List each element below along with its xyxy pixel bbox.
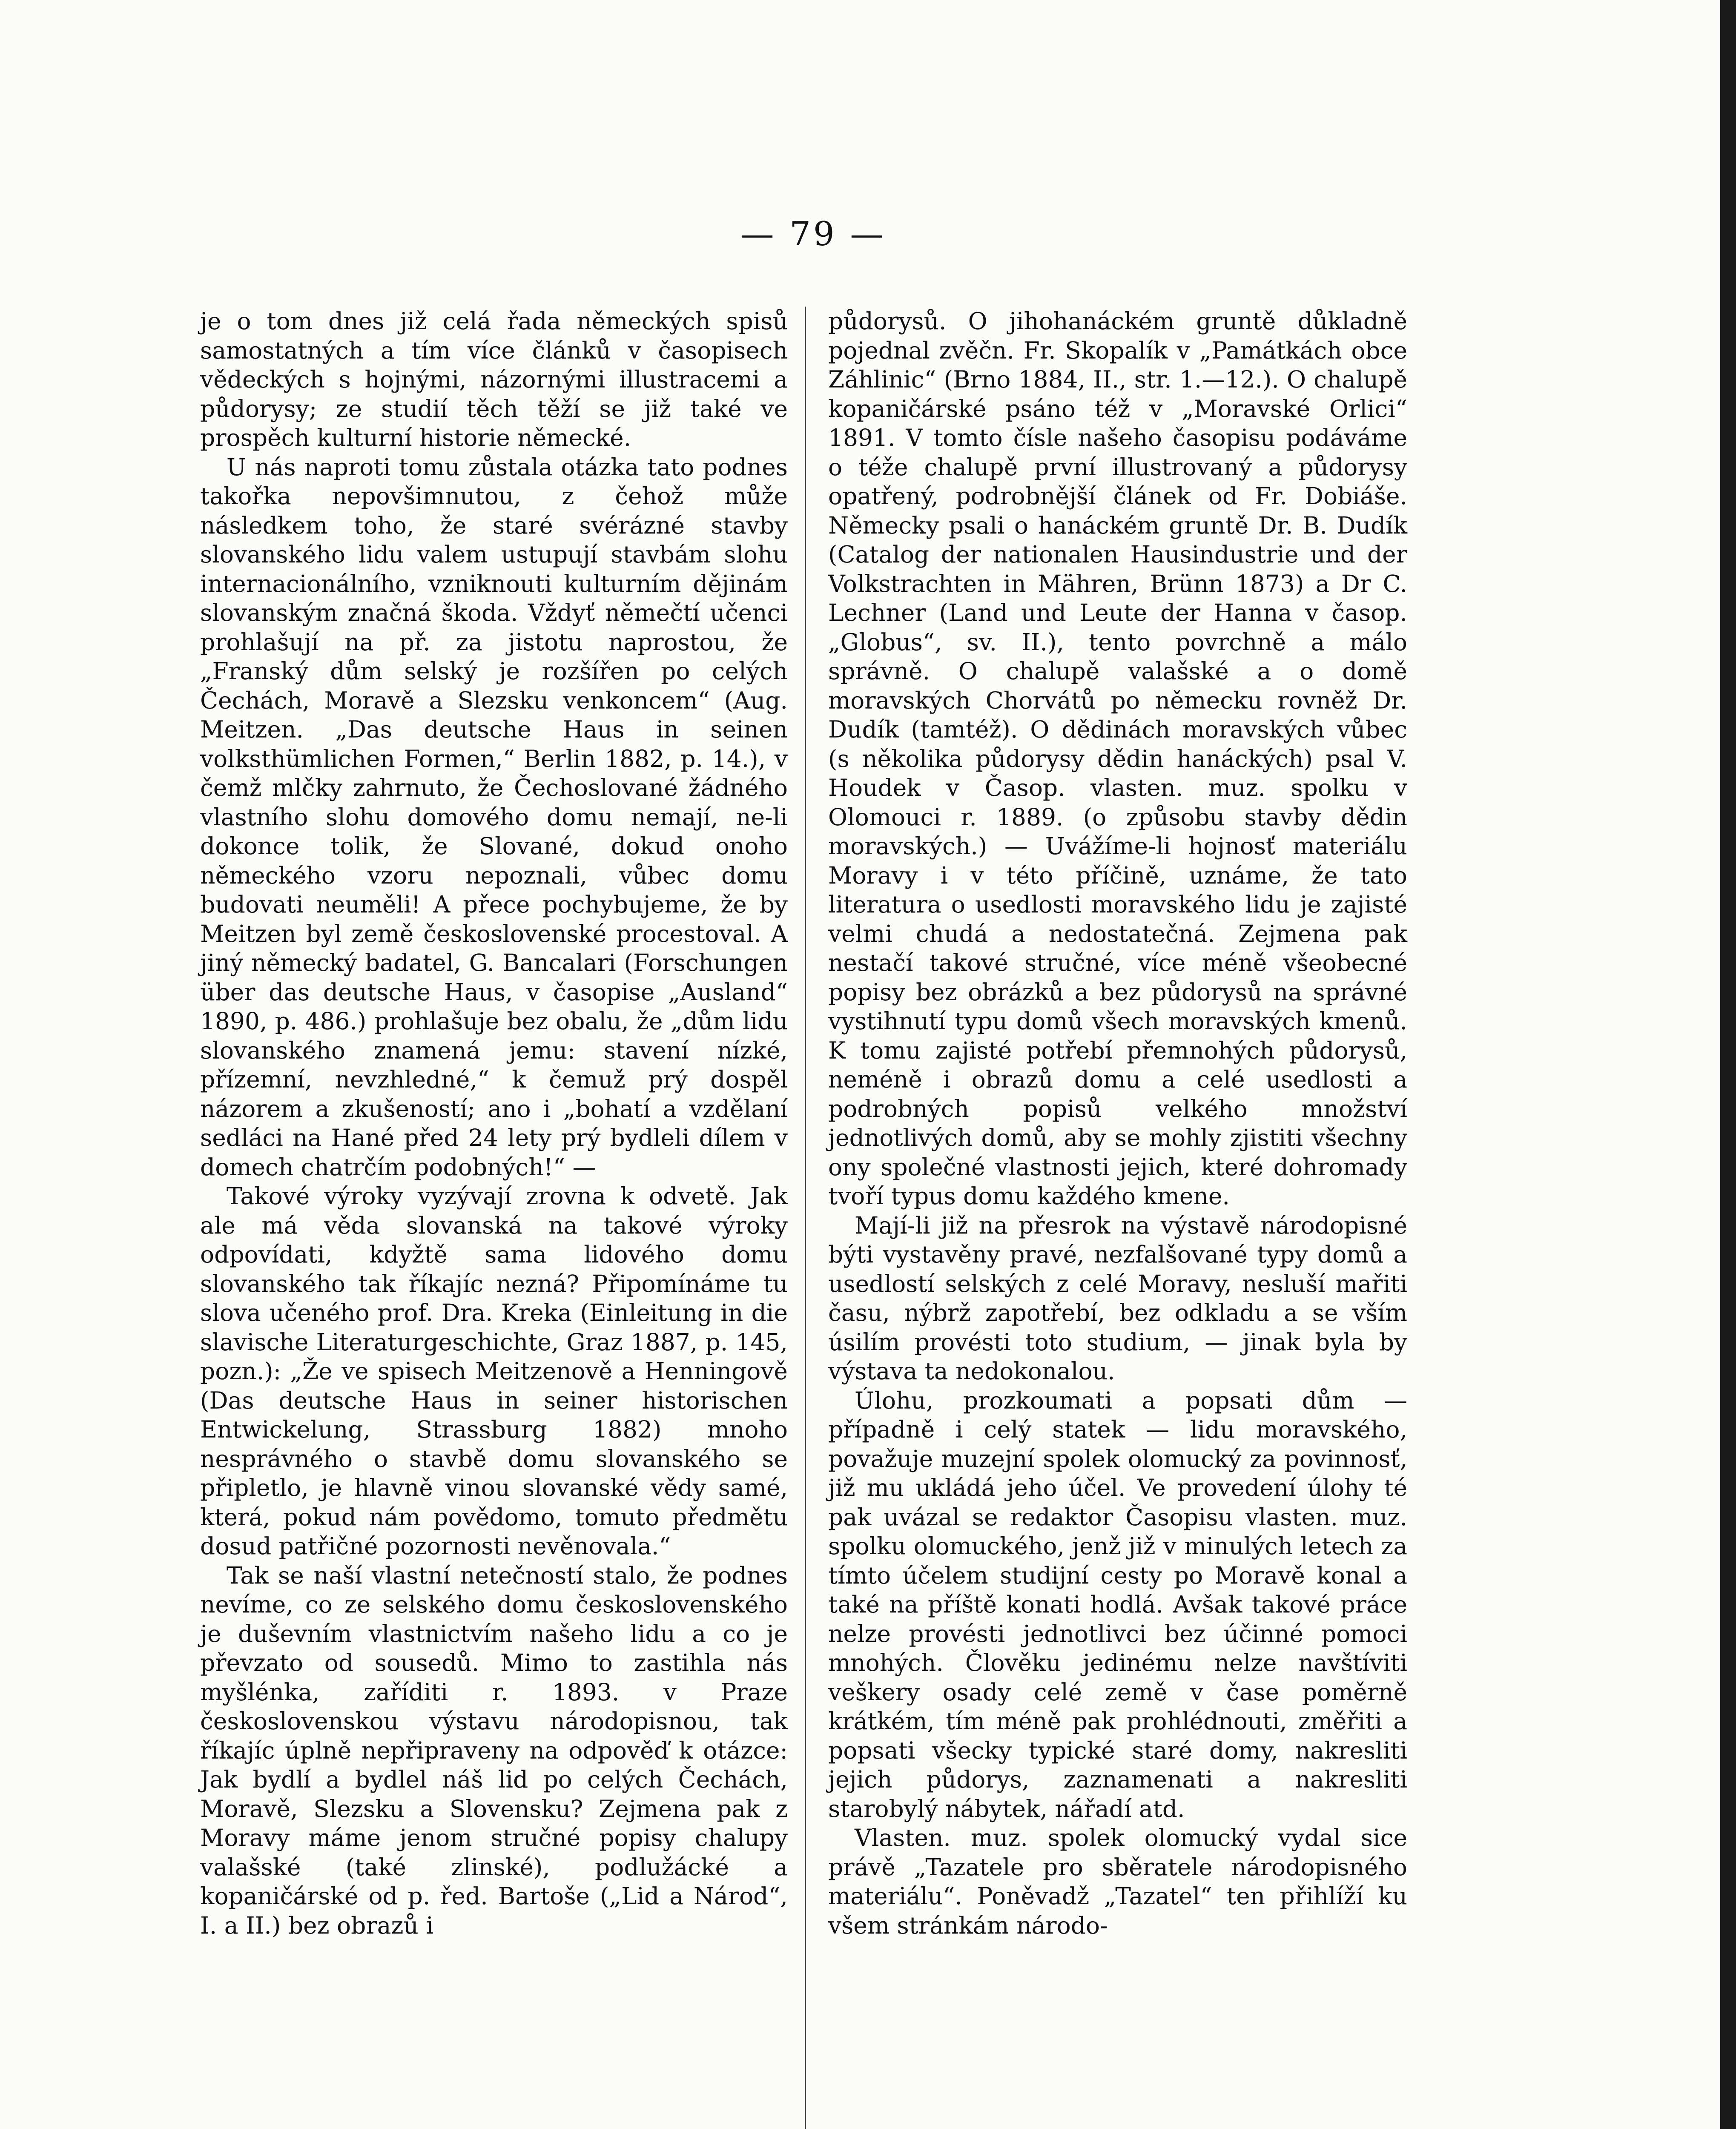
page-number: — 79 — [740, 215, 886, 253]
paragraph: je o tom dnes již celá řada německých spisů samostatných a tím více článků v časopisech vědeckých s hojnými, názornými illustracemi a půdorysy; ze studií těch těží se již také ve prospěch kulturní historie německé. [200, 307, 788, 451]
right-column [828, 307, 1407, 1940]
paragraph: Tak se naší vlastní netečností stalo, že podnes nevíme, co ze selského domu československého je duševním vlastnictvím našeho lidu a co je převzato od sousedů. Mimo to zastihla nás myšlénka, zaříditi r. 1893. v Praze československou výstavu národopisnou, tak říkajíc úplně nepřipraveny na odpověď k otázce: Jak bydlí a bydlel náš lid po celých Čechách, Moravě, Slezsku a Slovensku? Zejmena pak z Moravy máme jenom stručné popisy chalupy valašské (také zlinské), podlužácké a kopaničárské od p. řed. Bartoše („Lid a Národ“, I. a II.) bez obrazů i [200, 1561, 788, 1939]
paragraph: půdorysů. O jihohanáckém gruntě důkladně pojednal zvěčn. Fr. Skopalík v „Památkách obce Záhlinic“ (Brno 1884, II., str. 1.—12.). O chalupě kopaničárské psáno též v „Moravské Orlici“ 1891. V tomto čísle našeho časopisu podáváme o téže chalupě první illustrovaný a půdorysy opatřený, podrobnější článek od Fr. Dobiáše. Německy psali o hanáckém gruntě Dr. B. Dudík (Catalog der nationalen Hausindustrie und der Volkstrachten in Mähren, Brünn 1873) a Dr C. Lechner (Land und Leute der Hanna v časop. „Globus“, sv. II.), tento povrchně a málo správně. O chalupě valašské a o domě moravských Chorvátů po německu rovněž Dr. Dudík (tamtéž). O dědinách moravských vůbec (s několika půdorysy dědin hanáckých) psal V. Houdek v Časop. vlasten. muz. spolku v Olomouci r. 1889. (o způsobu stavby dědin moravských.) — Uvážíme-li hojnosť materiálu Moravy i v této příčině, uznáme, že tato literatura o usedlosti moravského lidu je zajisté velmi chudá a nedostatečná. Zejmena pak nestačí takové stručné, více méně všeobecné popisy bez obrázků a bez půdorysů na správné vystihnutí typu domů všech moravských kmenů. K tomu zajisté potřebí přemnohých půdorysů, neméně i obrazů domu a celé usedlosti a podrobných popisů velkého množství jednotlivých domů, aby se mohly zjistiti všechny ony společné vlastnosti jejich, které dohromady tvoří typus domu každého kmene. [828, 307, 1407, 1210]
scan-edge-right [1720, 0, 1736, 2129]
paragraph: Takové výroky vyzývají zrovna k odvetě. Jak ale má věda slovanská na takové výroky odpovídati, kdyžtě sama lidového domu slovanského tak říkajíc nezná? Připomínáme tu slova učeného prof. Dra. Kreka (Einleitung in die slavische Literaturgeschichte, Graz 1887, p. 145, pozn.): „Že ve spisech Meitzenově a Henningově (Das deutsche Haus in seiner historischen Entwickelung, Strassburg 1882) mnoho nesprávného o stavbě domu slovanského se připletlo, je hlavně vinou slovanské vědy samé, která, pokud nám povědomo, tomuto předmětu dosud patřičné pozornosti nevěnovala.“ [200, 1182, 788, 1560]
paragraph: U nás naproti tomu zůstala otázka tato podnes takořka nepovšimnutou, z čehož může následkem toho, že staré svérázné stavby slovanského lidu valem ustupují stavbám slohu internacionálního, vzniknouti kulturním dějinám slovanským značná škoda. Vždyť němečtí učenci prohlašují na př. za jistotu naprostou, že „Franský dům selský je rozšířen po celých Čechách, Moravě a Slezsku venkoncem“ (Aug. Meitzen. „Das deutsche Haus in seinen volksthümlichen Formen,“ Berlin 1882, p. 14.), v čemž mlčky zahrnuto, že Čechoslované žádného vlastního slohu domového domu nemají, ne-li dokonce tolik, že Slované, dokud onoho německého vzoru nepoznali, vůbec domu budovati neuměli! A přece pochybujeme, že by Meitzen byl země československé procestoval. A jiný německý badatel, G. Bancalari (Forschungen über das deutsche Haus, v časopise „Ausland“ 1890, p. 486.) prohlašuje bez obalu, že „dům lidu slovanského znamená jemu: stavení nízké, přízemní, nevzhledné,“ k čemuž prý dospěl názorem a zkušeností; ano i „bohatí a vzdělaní sedláci na Hané před 24 lety prý bydleli dílem v domech chatrčím podobných!“ — [200, 453, 788, 1181]
column-divider [805, 307, 806, 2129]
paragraph: Vlasten. muz. spolek olomucký vydal sice právě „Tazatele pro sběratele národopisného materiálu“. Poněvadž „Tazatel“ ten přihlíží ku všem stránkám národo- [828, 1824, 1407, 1939]
paragraph: Úlohu, prozkoumati a popsati dům — případně i celý statek — lidu moravského, považuje muzejní spolek olomucký za povinnosť, již mu ukládá jeho účel. Ve provedení úlohy té pak uvázal se redaktor Časopisu vlasten. muz. spolku olomuckého, jenž již v minulých letech za tímto účelem studijní cesty po Moravě konal a také na příště konati hodlá. Avšak takové práce nelze provésti jednotlivci bez účinné pomoci mnohých. Člověku jedinému nelze navštíviti veškery osady celé země v čase poměrně krátkém, tím méně pak prohlédnouti, změřiti a popsati všecky typické staré domy, nakresliti jejich půdorys, zaznamenati a nakresliti starobylý nábytek, nářadí atd. [828, 1386, 1407, 1822]
paragraph: Mají-li již na přesrok na výstavě národopisné býti vystavěny pravé, nezfalšované typy domů a usedlostí selských z celé Moravy, nesluší mařiti času, nýbrž zapotřebí, bez odkladu a se vším úsilím provésti toto studium, — jinak byla by výstava ta nedokonalou. [828, 1211, 1407, 1385]
left-column [200, 307, 788, 1940]
